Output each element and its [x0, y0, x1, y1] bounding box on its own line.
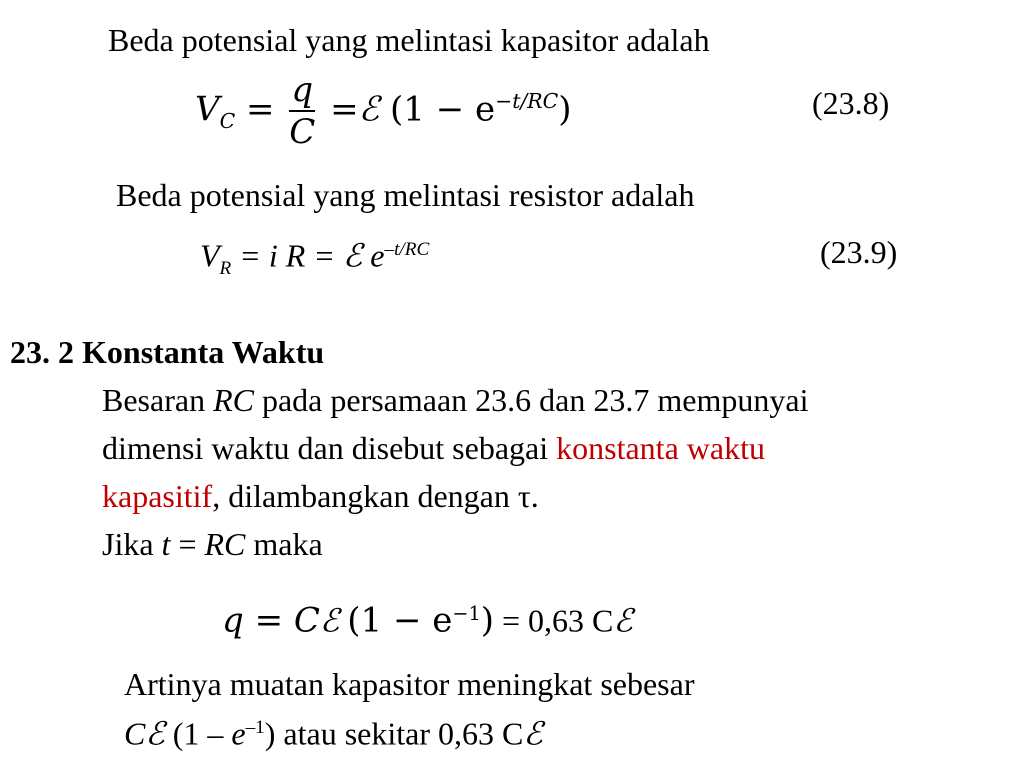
- equation-label-23-8: (23.8): [812, 85, 890, 121]
- equation-23-8: $V_C$ = $\frac{q}{C}$ =ℰ $(1 - e^{-t/RC})$: [195, 70, 572, 153]
- conclusion-expression: Cℰ $(1 - e^{-1})$ atau sekitar 0,63 Cℰ: [124, 714, 543, 753]
- fraction-q-over-c: $\frac{q}{C}$: [289, 70, 316, 153]
- equation-23-9: $V_R = i$ R = ℰ $e^{-t/RC}$: [200, 236, 430, 280]
- resistor-intro-text: Beda potensial yang melintasi resistor adalah: [116, 177, 695, 213]
- emf-symbol: ℰ: [145, 714, 165, 753]
- highlight-term: konstanta waktu: [556, 430, 765, 466]
- vc-symbol: V: [195, 89, 220, 130]
- highlight-term: kapasitif: [102, 478, 213, 514]
- paragraph-line-1: Besaran RC pada persamaan 23.6 dan 23.7 mempunyai: [102, 382, 809, 418]
- paragraph-line-2: dimensi waktu dan disebut sebagai konstanta waktu: [102, 430, 765, 466]
- capacitor-intro-text: Beda potensial yang melintasi kapasitor adalah: [108, 22, 710, 58]
- paragraph-line-3: kapasitif, dilambangkan dengan τ.: [102, 478, 539, 514]
- equation-label-23-9: (23.9): [820, 234, 898, 270]
- equation-charge: q = Cℰ $(1 - e^{-1}) = 0,63$ Cℰ: [222, 600, 633, 641]
- section-heading: 23. 2 Konstanta Waktu: [10, 334, 325, 370]
- emf-symbol: ℰ: [523, 714, 543, 753]
- emf-symbol: ℰ: [342, 236, 363, 275]
- emf-symbol: ℰ: [613, 601, 633, 640]
- conclusion-text: Artinya muatan kapasitor meningkat sebesar: [124, 666, 695, 702]
- paragraph-line-4: Jika t = RC maka: [102, 526, 323, 562]
- emf-symbol: ℰ: [358, 89, 380, 130]
- emf-symbol: ℰ: [319, 601, 340, 640]
